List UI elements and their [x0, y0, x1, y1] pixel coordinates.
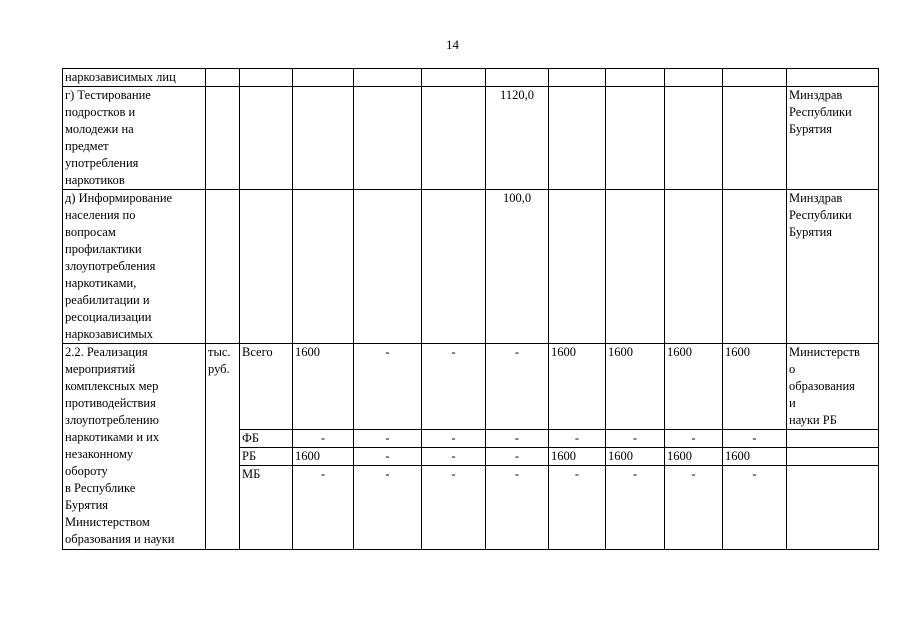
value-cell: 1600: [606, 344, 665, 430]
table-row: [63, 87, 879, 190]
value-cell: -: [486, 430, 549, 448]
value-cell: -: [422, 344, 486, 430]
executor-cell: [787, 466, 879, 550]
value-cell: -: [486, 344, 549, 430]
value-cell: -: [422, 466, 486, 550]
program-table: [62, 68, 879, 550]
value-cell: 1600: [665, 448, 723, 466]
value-cell: 1600: [293, 344, 354, 430]
measure-name: наркозависимых лиц: [63, 69, 206, 87]
value-cell: -: [723, 430, 787, 448]
value-cell: -: [293, 430, 354, 448]
value-cell: 100,0: [486, 190, 549, 344]
value-cell: 1600: [549, 448, 606, 466]
value-cell: [723, 190, 787, 344]
value-cell: -: [549, 466, 606, 550]
value-cell: -: [354, 430, 422, 448]
value-cell: [422, 190, 486, 344]
table-row: [63, 344, 879, 430]
value-cell: -: [723, 466, 787, 550]
value-cell: [723, 69, 787, 87]
measure-name: 2.2. Реализация мероприятий комплексных мер противодействия злоупотреблению наркотиками и их незаконному обороту в Республике Бурятия Министерством образования и науки: [63, 344, 206, 550]
value-cell: 1120,0: [486, 87, 549, 190]
value-cell: [606, 69, 665, 87]
source-label: ФБ: [240, 430, 293, 448]
value-cell: 1600: [723, 344, 787, 430]
value-cell: -: [422, 430, 486, 448]
source-cell: [240, 69, 293, 87]
value-cell: -: [354, 344, 422, 430]
value-cell: [354, 69, 422, 87]
value-cell: 1600: [723, 448, 787, 466]
value-cell: [606, 190, 665, 344]
value-cell: [723, 87, 787, 190]
executor-cell: Минздрав Республики Бурятия: [787, 190, 879, 344]
value-cell: 1600: [665, 344, 723, 430]
unit-cell: [206, 69, 240, 87]
value-cell: [606, 87, 665, 190]
value-cell: [293, 69, 354, 87]
value-cell: -: [606, 430, 665, 448]
value-cell: [486, 69, 549, 87]
value-cell: [665, 190, 723, 344]
value-cell: -: [549, 430, 606, 448]
value-cell: -: [293, 466, 354, 550]
source-cell: [240, 87, 293, 190]
value-cell: -: [665, 466, 723, 550]
value-cell: -: [422, 448, 486, 466]
page-number: 14: [446, 37, 459, 52]
value-cell: 1600: [606, 448, 665, 466]
value-cell: [665, 69, 723, 87]
source-label: РБ: [240, 448, 293, 466]
unit-cell: [206, 190, 240, 344]
value-cell: [293, 87, 354, 190]
unit-cell: [206, 87, 240, 190]
value-cell: [354, 87, 422, 190]
executor-cell: [787, 430, 879, 448]
value-cell: -: [486, 466, 549, 550]
executor-cell: [787, 69, 879, 87]
table-row: [63, 190, 879, 344]
value-cell: [354, 190, 422, 344]
measure-name: д) Информирование населения по вопросам профилактики злоупотребления наркотиками, реабилитации и ресоциализации наркозависимых: [63, 190, 206, 344]
executor-cell: [787, 448, 879, 466]
value-cell: -: [486, 448, 549, 466]
value-cell: [422, 69, 486, 87]
value-cell: [549, 190, 606, 344]
value-cell: [549, 87, 606, 190]
source-label: Всего: [240, 344, 293, 430]
value-cell: -: [354, 448, 422, 466]
value-cell: -: [665, 430, 723, 448]
source-label: МБ: [240, 466, 293, 550]
value-cell: [293, 190, 354, 344]
value-cell: [422, 87, 486, 190]
executor-cell: Минздрав Республики Бурятия: [787, 87, 879, 190]
measure-name: г) Тестирование подростков и молодежи на предмет употребления наркотиков: [63, 87, 206, 190]
value-cell: -: [354, 466, 422, 550]
value-cell: [549, 69, 606, 87]
unit-cell: тыс. руб.: [206, 344, 240, 550]
value-cell: -: [606, 466, 665, 550]
value-cell: 1600: [549, 344, 606, 430]
value-cell: [665, 87, 723, 190]
executor-cell: Министерств о образования и науки РБ: [787, 344, 879, 430]
table-row: [63, 69, 879, 87]
source-cell: [240, 190, 293, 344]
value-cell: 1600: [293, 448, 354, 466]
